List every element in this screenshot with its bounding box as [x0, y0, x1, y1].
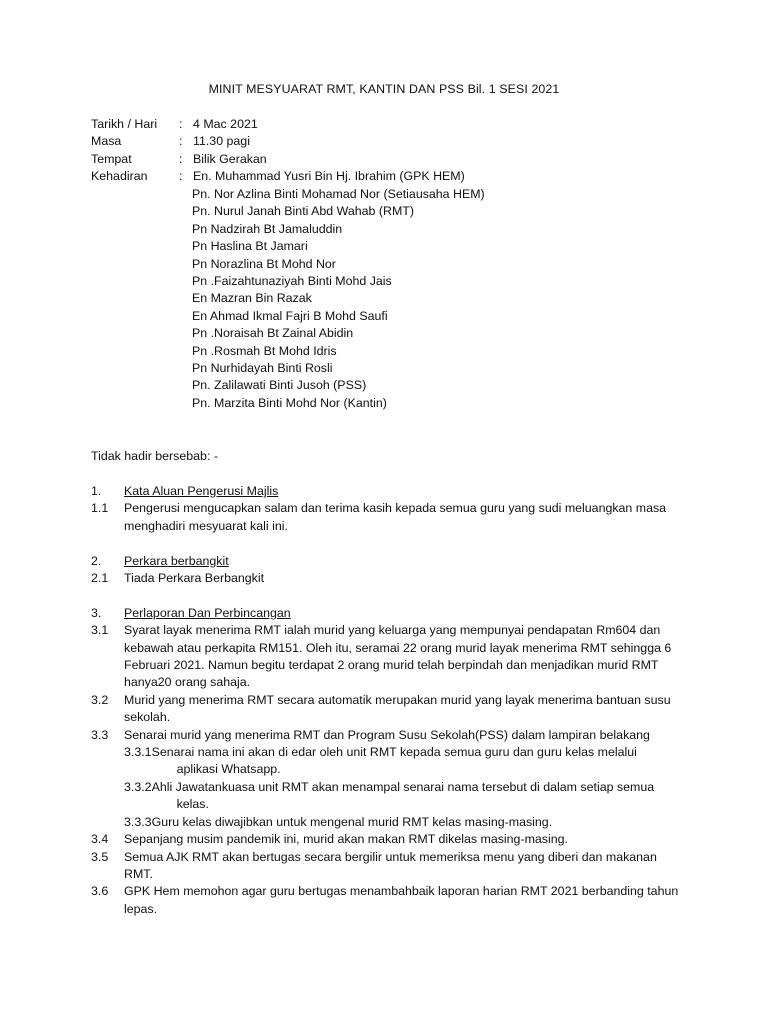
info-row-date [91, 116, 465, 133]
attendee-name: Pn .Rosmah Bt Mohd Idris [192, 343, 337, 358]
info-row-place [91, 151, 465, 168]
item-text: Syarat layak menerima RMT ialah murid yang keluarga yang mempunyai pendapatan Rm604 dan kebawah atau perkapita RM151. Oleh itu, seramai 22 orang murid layak menerima RMT sehingga 6 Februari 2021. Namun begitu terdapat 2 orang murid telah berpindah dan menjadikan murid RMT hanya20 orang sahaja. [124, 623, 672, 690]
sub-item-continuation: kelas. [176, 797, 209, 812]
sub-item-number: 3.3.2 [124, 779, 152, 794]
section-item [91, 692, 681, 727]
info-value: 11.30 pagi [193, 134, 250, 149]
sub-item-number: 3.3.1 [124, 745, 152, 760]
section-reports [91, 605, 681, 918]
section-item [91, 831, 681, 848]
item-text: Pengerusi mengucapkan salam dan terima kasih kepada semua guru yang sudi meluangkan masa menghadiri mesyuarat kali ini. [124, 501, 667, 533]
section-number: 3. [91, 605, 102, 620]
item-number: 3.1 [91, 623, 109, 638]
section-heading: Kata Aluan Pengerusi Majlis [124, 484, 279, 498]
info-value: 4 Mac 2021 [193, 117, 258, 131]
attendee-name: Pn .Faizahtunaziyah Binti Mohd Jais [192, 273, 392, 288]
section-item [91, 849, 681, 884]
attendee-list [192, 186, 485, 412]
attendee-name: Pn. Nor Azlina Binti Mohamad Nor (Setiausaha HEM) [192, 187, 485, 201]
info-row-time [91, 133, 465, 150]
info-colon: : [179, 134, 183, 149]
section-heading-row [91, 483, 681, 500]
sub-item-text: Senarai nama ini akan di edar oleh unit RMT kepada semua guru dan guru kelas melalui [151, 745, 637, 760]
section-item [91, 622, 681, 692]
absent-note: Tidak hadir bersebab: - [91, 449, 218, 463]
section-heading-row [91, 553, 681, 570]
sub-item-body [152, 814, 681, 831]
attendee-name: En Mazran Bin Razak [192, 291, 312, 306]
section-heading-row [91, 605, 681, 622]
section-item [91, 570, 681, 587]
document-title: MINIT MESYUARAT RMT, KANTIN DAN PSS Bil. 1 SESI 2021 [208, 82, 560, 96]
item-number: 3.5 [91, 849, 109, 864]
attendee-name: Pn .Noraisah Bt Zainal Abidin [192, 326, 354, 341]
sub-item [124, 814, 681, 831]
attendee-name: Pn Norazlina Bt Mohd Nor [192, 256, 336, 271]
info-label: Tempat [91, 151, 132, 166]
sub-item-text: Ahli Jawatankuasa unit RMT akan menampal senarai nama tersebut di dalam setiap semua [151, 779, 655, 794]
item-text: Semua AJK RMT akan bertugas secara bergilir untuk memeriksa menu yang diberi dan makanan RMT. [124, 849, 657, 881]
info-row-attendance [91, 168, 465, 185]
section-item [91, 727, 681, 744]
item-number: 3.3 [91, 727, 109, 742]
attendee-name: Pn. Marzita Binti Mohd Nor (Kantin) [192, 395, 387, 410]
attendee-name: Pn Haslina Bt Jamari [192, 239, 308, 254]
sub-item-body [152, 779, 681, 814]
info-colon: : [179, 117, 183, 131]
item-number: 2.1 [91, 571, 109, 586]
item-text: Senarai murid yang menerima RMT dan Program Susu Sekolah(PSS) dalam lampiran belakang [124, 727, 650, 742]
section-opening [91, 483, 681, 535]
section-number: 1. [91, 484, 102, 498]
sub-item-continuation: aplikasi Whatsapp. [176, 762, 281, 777]
sub-item-number: 3.3.3 [124, 814, 152, 829]
attendee-name: En Ahmad Ikmal Fajri B Mohd Saufi [192, 308, 388, 323]
info-value: En. Muhammad Yusri Bin Hj. Ibrahim (GPK HEM) [193, 169, 465, 184]
info-colon: : [179, 169, 183, 184]
attendee-name: Pn Nurhidayah Binti Rosli [192, 360, 333, 375]
section-item [91, 500, 681, 535]
info-label: Kehadiran [91, 169, 148, 184]
sub-item [124, 779, 681, 814]
item-text: Sepanjang musim pandemik ini, murid akan makan RMT dikelas masing-masing. [124, 832, 568, 847]
item-number: 3.6 [91, 884, 109, 899]
item-number: 3.2 [91, 692, 109, 707]
section-heading: Perkara berbangkit [124, 553, 229, 568]
section-number: 2. [91, 553, 102, 568]
info-value: Bilik Gerakan [193, 151, 267, 166]
section-matters-arising [91, 553, 681, 588]
attendee-name: Pn. Zalilawati Binti Jusoh (PSS) [192, 378, 367, 393]
sub-item [124, 744, 681, 779]
meeting-info [91, 116, 465, 186]
item-number: 3.4 [91, 832, 109, 847]
sub-item-body [152, 744, 681, 779]
sub-item-text: Guru kelas diwajibkan untuk mengenal murid RMT kelas masing-masing. [151, 814, 553, 829]
item-number: 1.1 [91, 501, 109, 516]
attendee-name: Pn Nadzirah Bt Jamaluddin [192, 221, 343, 236]
item-text: Tiada Perkara Berbangkit [124, 571, 265, 586]
section-heading: Perlaporan Dan Perbincangan [124, 605, 291, 620]
section-item [91, 883, 681, 918]
info-label: Masa [91, 134, 122, 149]
attendee-name: Pn. Nurul Janah Binti Abd Wahab (RMT) [192, 204, 414, 219]
item-text: GPK Hem memohon agar guru bertugas menambahbaik laporan harian RMT 2021 berbanding tahun lepas. [124, 884, 679, 916]
info-colon: : [179, 151, 183, 166]
item-text: Murid yang menerima RMT secara automatik merupakan murid yang layak menerima bantuan susu sekolah. [124, 692, 671, 725]
minutes-body [91, 483, 681, 936]
info-label: Tarikh / Hari [91, 117, 158, 131]
